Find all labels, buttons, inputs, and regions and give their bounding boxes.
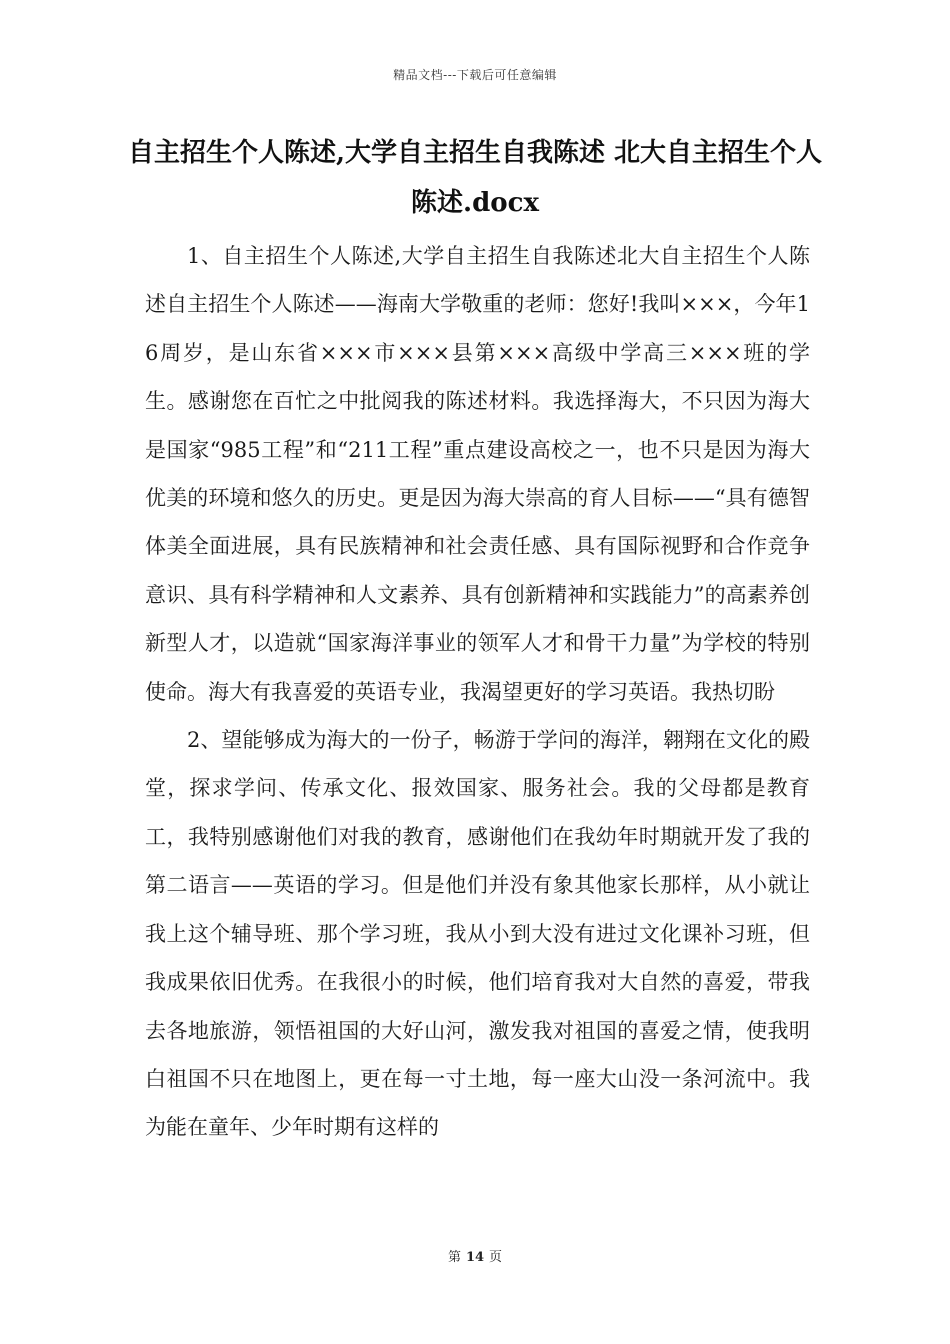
- page-prefix: 第: [447, 1250, 461, 1265]
- page-footer: [0, 1246, 950, 1265]
- document-title: 自主招生个人陈述,大学自主招生自我陈述 北大自主招生个人陈述.docx: [127, 138, 823, 218]
- page-suffix: 页: [489, 1250, 503, 1265]
- document-body: [145, 232, 810, 1152]
- paragraph-2: 2、望能够成为海大的一份子，畅游于学问的海洋，翱翔在文化的殿堂，探求学问、传承文化、报效国家、服务社会。我的父母都是教育工，我特别感谢他们对我的教育，感谢他们在我幼年时期就开发了我的第二语言——英语的学习。但是他们并没有象其他家长那样，从小就让我上这个辅导班、那个学习班，我从小到大没有进过文化课补习班，但我成果依旧优秀。在我很小的时候，他们培育我对大自然的喜爱，带我去各地旅游，领悟祖国的大好山河，激发我对祖国的喜爱之情，使我明白祖国不只在地图上，更在每一寸土地，每一座大山没一条河流中。我为能在童年、少年时期有这样的: [145, 728, 810, 1140]
- header-note: 精品文档---下载后可任意编辑: [393, 68, 557, 82]
- paragraph-1: 1、自主招生个人陈述,大学自主招生自我陈述北大自主招生个人陈述自主招生个人陈述——海南大学敬重的老师：您好!我叫×××，今年16周岁，是山东省×××市×××县第×××高级中学高三×××班的学生。感谢您在百忙之中批阅我的陈述材料。我选择海大，不只因为海大是国家“985工程”和“211工程”重点建设高校之一，也不只是因为海大优美的环境和悠久的历史。更是因为海大崇高的育人目标——“具有德智体美全面进展，具有民族精神和社会责任感、具有国际视野和合作竞争意识、具有科学精神和人文素养、具有创新精神和实践能力”的高素养创新型人才，以造就“国家海洋事业的领军人才和骨干力量”为学校的特别使命。海大有我喜爱的英语专业，我渴望更好的学习英语。我热切盼: [145, 244, 810, 704]
- page-number: 14: [465, 1250, 485, 1265]
